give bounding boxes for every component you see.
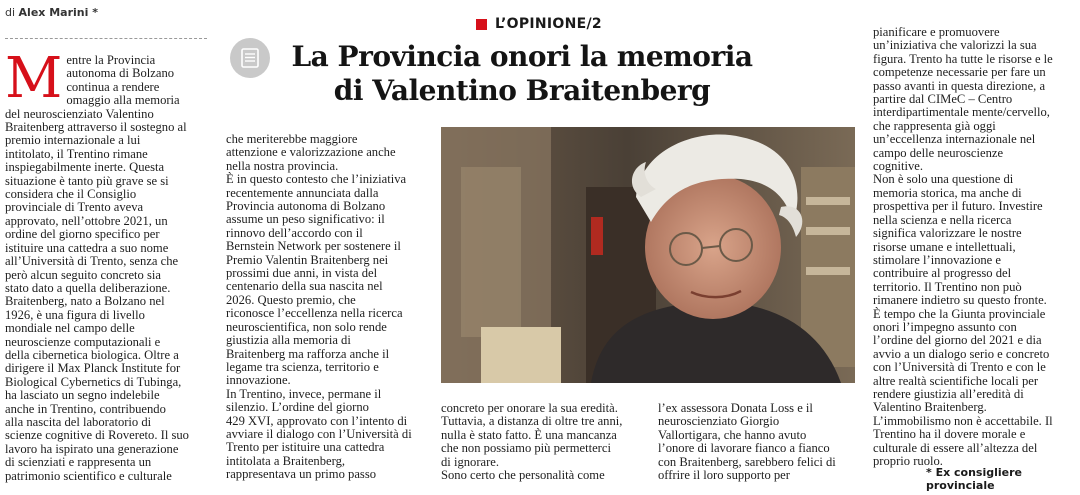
text-line: omaggio alla memoria <box>66 93 180 108</box>
text-line: mondiale nel campo delle <box>5 321 135 336</box>
text-line: approvato, nell’ottobre 2021, un <box>5 213 168 228</box>
text-line: Braitenberg, nato a Bolzano nel <box>5 294 165 309</box>
text-line: nella nostra provincia. <box>226 158 339 173</box>
section-kicker <box>476 14 602 34</box>
text-line: nulla è stato fatto. È una mancanza <box>441 427 617 442</box>
text-line: lavoro ha ispirato una generazione <box>5 441 179 456</box>
text-line: Braitenberg attraverso il sostegno al <box>5 120 187 135</box>
headline <box>282 40 762 108</box>
text-line: con Braitenberg, sarebbero felici di <box>658 454 836 469</box>
text-line: offrire il loro supporto per <box>658 468 790 483</box>
text-line: anche in Trentino, contribuendo <box>5 401 166 416</box>
text-line: innovazione. <box>226 373 291 388</box>
text-line: riconosce l’eccellenza nella ricerca <box>226 306 403 321</box>
text-line: Provincia autonoma di Bolzano <box>226 199 386 214</box>
article-column-5 <box>873 26 1073 468</box>
text-line: un’eccellenza internazionale nel <box>873 132 1036 147</box>
text-line: l’ordine del giorno del 2021 e dia <box>873 333 1042 348</box>
text-line: che meriterebbe maggiore <box>226 132 358 146</box>
text-line: l’ex assessora Donata Loss e il <box>658 401 813 415</box>
article-column-1 <box>5 46 210 483</box>
text-line: risorse umane e intellettuali, <box>873 239 1016 254</box>
text-line: figura. Trento ha tutte le risorse e le <box>873 51 1053 66</box>
text-line: Premio Valentin Braitenberg nei <box>226 252 389 267</box>
text-line: avvio a un dialogo serio e concreto <box>873 346 1050 361</box>
text-line: con l’Università di Trento e con le <box>873 360 1046 375</box>
text-line: Non è solo una questione di <box>873 172 1014 187</box>
text-line: neuroscienziato Giorgio <box>658 414 780 429</box>
column-lines <box>441 402 646 482</box>
article-column-3 <box>441 402 646 482</box>
text-line: 2026. Questo premio, che <box>226 292 356 307</box>
text-line: prossimi due anni, in vista del <box>226 266 378 281</box>
text-line: intitolato, il Trentino rimane <box>5 146 148 161</box>
article-column-4 <box>658 402 858 482</box>
text-line: territorio. Il Trentino non può <box>873 279 1022 294</box>
text-line: altre realtà scientifiche locali per <box>873 373 1039 388</box>
text-line: del neuroscienziato Valentino <box>5 106 154 121</box>
portrait-illustration <box>441 127 855 383</box>
text-line: rinnovo dell’accordo con il <box>226 225 363 240</box>
text-line: situazione è tanto più grave se si <box>5 173 169 188</box>
text-line: però alcun seguito concreto sia <box>5 267 161 282</box>
text-line: pianificare e promuovere <box>873 25 1000 39</box>
text-line: assume un peso significativo: il <box>226 212 385 227</box>
text-line: istituire una cattedra a suo nome <box>5 240 169 255</box>
author-footnote: * Ex consigliere provinciale <box>926 466 1023 492</box>
text-line: memoria storica, ma anche di <box>873 185 1022 200</box>
text-line: È tempo che la Giunta provinciale <box>873 306 1046 321</box>
column-lines <box>5 46 210 483</box>
text-line: passo avanti in questa direzione, a <box>873 78 1046 93</box>
drop-cap: M <box>5 46 63 111</box>
text-line: centenario della sua nascita nel <box>226 279 383 294</box>
text-line: rimanere indietro su questo fronte. <box>873 293 1047 308</box>
article-icon-glyph <box>241 48 259 68</box>
text-line: Braitenberg ma rafforza anche il <box>226 346 390 361</box>
text-line: cognitive. <box>873 159 924 174</box>
text-line: autonoma di Bolzano <box>66 66 175 81</box>
text-line: Trento per istituire una cattedra <box>226 440 385 455</box>
text-line: competenze necessarie per fare un <box>873 65 1046 80</box>
text-line: ha lasciato un segno indelebile <box>5 388 160 403</box>
text-line: neuroscientifica, non solo rende <box>226 319 387 334</box>
text-line: Valentino Braitenberg. <box>873 400 987 415</box>
text-line: nella scienza e nella ricerca <box>873 212 1012 227</box>
text-line: patrimonio scientifico e culturale <box>5 468 172 483</box>
text-line: concreto per onorare la sua eredità. <box>441 401 618 415</box>
text-line: entre la Provincia <box>66 53 156 67</box>
column-lines <box>658 402 858 482</box>
text-line: attenzione e valorizzazione anche <box>226 145 396 160</box>
text-line: della cibernetica biologica. Oltre a <box>5 347 179 362</box>
text-line: recentemente annunciata dalla <box>226 185 379 200</box>
text-line: l’onore di lavorare fianco a fianco <box>658 441 830 456</box>
byline-divider <box>5 38 207 39</box>
text-line: prospettiva per il futuro. Investire <box>873 199 1043 214</box>
text-line: 1926, è una figura di livello <box>5 307 145 322</box>
text-line: L’immobilismo non è accettabile. Il <box>873 413 1053 428</box>
text-line: Vallortigara, che hanno avuto <box>658 427 807 442</box>
text-line: partire dal CIMeC – Centro <box>873 92 1013 107</box>
text-line: inspiegabilmente inerte. Questa <box>5 160 165 175</box>
text-line: alla nascita del laboratorio di <box>5 414 152 429</box>
text-line: che rappresenta già oggi <box>873 118 996 133</box>
text-line: silenzio. L’ordine del giorno <box>226 400 369 415</box>
headline-line: di Valentino Braitenberg <box>333 74 711 107</box>
text-line: stimolare l’innovazione e <box>873 252 1001 267</box>
text-line: ordine del giorno specifico per <box>5 227 160 242</box>
text-line: onori l’impegno assunto con <box>873 319 1017 334</box>
text-line: Trentino ha il dovere morale e <box>873 427 1026 442</box>
text-line: Tuttavia, a distanza di oltre tre anni, <box>441 414 623 429</box>
headline-line: La Provincia onori la memoria <box>291 40 753 73</box>
article-column-2 <box>226 133 432 482</box>
text-line: scienze cognitive di Rovereto. Il suo <box>5 428 189 443</box>
text-line: di ignorare. <box>441 454 500 469</box>
text-line: considera che il Consiglio <box>5 187 137 202</box>
text-line: stato dato a quella deliberazione. <box>5 280 171 295</box>
article-icon <box>230 38 270 78</box>
text-line: rendere giustizia all’eredità di <box>873 386 1024 401</box>
text-line: campo delle neuroscienze <box>873 145 1004 160</box>
text-line: provinciale di Trento aveva <box>5 200 144 215</box>
text-line: culturale di essere all’altezza del <box>873 440 1038 455</box>
text-line: contribuire al progresso del <box>873 266 1012 281</box>
byline-author: Alex Marini * <box>18 6 98 19</box>
text-line: premio internazionale a lui <box>5 133 141 148</box>
text-line: dirigere il Max Planck Institute for <box>5 361 181 376</box>
text-line: Sono certo che personalità come <box>441 468 605 483</box>
text-line: È in questo contesto che l’iniziativa <box>226 172 407 187</box>
text-line: legame tra scienza, territorio e <box>226 359 379 374</box>
kicker-text: L’OPINIONE/2 <box>495 16 602 32</box>
text-line: continua a rendere <box>66 79 160 94</box>
text-line: Bernstein Network per sostenere il <box>226 239 401 254</box>
portrait-photo <box>441 127 855 383</box>
text-line: un’iniziativa che valorizzi la sua <box>873 38 1037 53</box>
column-lines <box>226 133 432 482</box>
text-line: Biological Cybernetics di Tubinga, <box>5 374 182 389</box>
text-line: che non possiamo più permetterci <box>441 441 611 456</box>
text-line: avviare il dialogo con l’Università di <box>226 426 412 441</box>
column-lines <box>873 26 1073 468</box>
text-line: di scienziati e rappresenta un <box>5 455 152 470</box>
text-line: proprio ruolo. <box>873 454 943 468</box>
byline <box>5 6 98 19</box>
text-line: intitolata a Braitenberg, <box>226 453 346 468</box>
text-line: interdipartimentale mente/cervello, <box>873 105 1050 120</box>
text-line: giustizia alla memoria di <box>226 333 351 348</box>
kicker-square <box>476 19 487 30</box>
text-line: neuroscienze computazionali e <box>5 334 161 349</box>
text-line: significa valorizzare le nostre <box>873 226 1022 241</box>
text-line: rappresentava un primo passo <box>226 467 377 482</box>
text-line: In Trentino, invece, permane il <box>226 386 382 401</box>
text-line: 429 XVI, approvato con l’intento di <box>226 413 408 428</box>
byline-prefix: di <box>5 6 16 19</box>
text-line: all’Università di Trento, senza che <box>5 254 179 269</box>
